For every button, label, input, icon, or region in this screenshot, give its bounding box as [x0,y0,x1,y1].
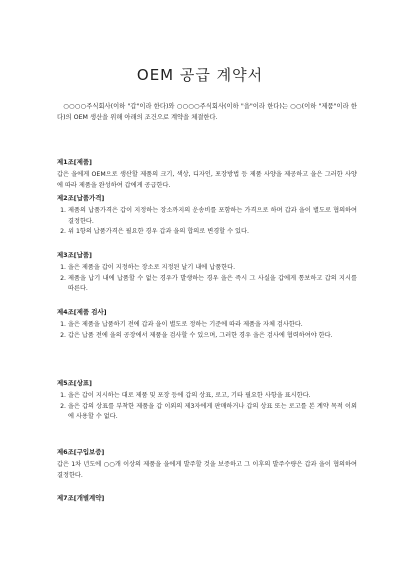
list-item: 2. 위 1항의 납품가격은 필요한 경우 갑과 을의 합의로 변경할 수 있다. [68,227,357,238]
article-heading: 제4조[제품 검사] [57,308,107,316]
list-item: 2. 제품을 납기 내에 납품할 수 없는 경우가 발생하는 경우 을은 즉시 그 사실을 갑에게 통보하고 갑의 지시를 따른다. [68,274,357,295]
intro-paragraph: ○○○○주식회사(이하 "갑"이라 한다)와 ○○○○주식회사(이하 "을"이라 한다)는 ○○(이하 "제품"이라 한다)의 OEM 생산을 위해 아래의 조건으로 계약을 체결한다. [57,103,357,121]
article-heading: 제5조[상표] [57,379,92,387]
list-item: 1. 을은 갑이 지시하는 대로 제품 및 포장 등에 갑의 상표, 로고, 기타 필요한 사항을 표시한다. [68,391,357,402]
list-item: 1. 을은 제품을 납품하기 전에 갑과 을이 별도로 정하는 기준에 따라 제품을 자체 검사한다. [68,320,357,331]
article-body: 갑은 1차 년도에 ○○개 이상의 제품을 을에게 발주할 것을 보증하고 그 이후의 발주수량은 갑과 을이 협의하여 결정한다. [57,461,357,479]
article-6 [57,447,357,481]
document-title: OEM 공급 계약서 [136,66,264,84]
list-item: 2. 갑은 납품 전에 을의 공장에서 제품을 검사할 수 있으며, 그러한 경우 을은 검사에 협력하여야 한다. [68,331,357,342]
article-5 [57,378,357,423]
article-1 [57,157,357,191]
list-item: 1. 을은 제품을 갑이 지정하는 장소로 지정된 날기 내에 납품한다. [68,263,357,274]
article-4 [57,307,357,341]
article-heading: 제7조[개별계약] [57,494,105,502]
list-item: 2. 을은 갑의 상표를 부착한 제품을 갑 이외의 제3자에게 판매하거나 갑의 상표 또는 로고를 본 계약 목적 이외에 사용할 수 없다. [68,402,357,423]
article-2 [57,193,357,238]
article-heading: 제2조[납품가격] [57,194,105,202]
article-heading: 제6조[구입보증] [57,448,105,456]
article-3 [57,250,357,295]
article-body: 갑은 을에게 OEM으로 생산할 제품의 크기, 색상, 디자인, 포장방법 등 제품 사양을 제공하고 을은 그러한 사양에 따라 제품을 완성하여 갑에게 공급한다. [57,171,357,189]
list-item: 1. 제품의 납품가격은 갑이 지정하는 장소까지의 운송비를 포함하는 가격으로 하며 갑과 을이 별도로 협의하여 결정한다. [68,206,357,227]
article-heading: 제3조[납품] [57,251,92,259]
article-heading: 제1조[제품] [57,158,92,166]
article-7 [57,493,357,503]
